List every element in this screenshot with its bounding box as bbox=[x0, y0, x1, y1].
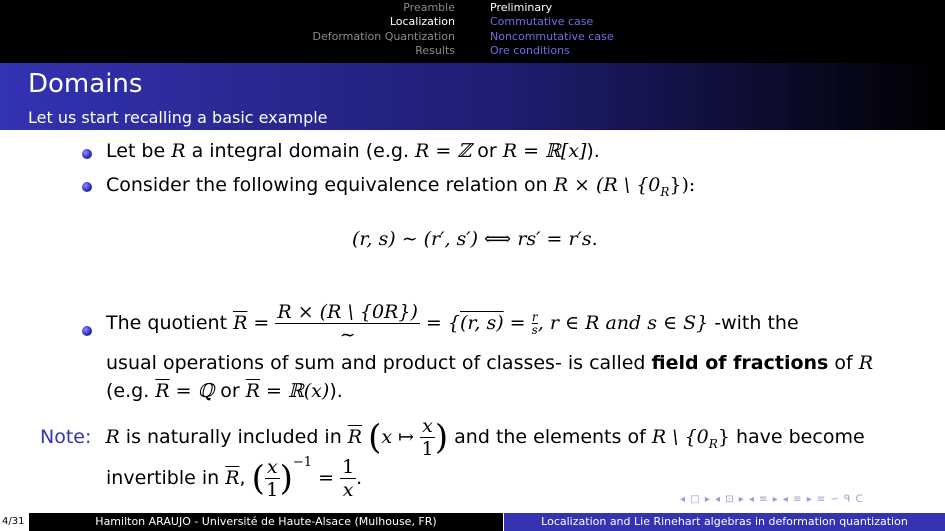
bullet-3-math: = bbox=[247, 312, 276, 334]
bullet-3-math: = bbox=[503, 312, 532, 334]
one-over-x-fraction bbox=[340, 456, 356, 501]
note-fraction bbox=[420, 415, 435, 460]
nav-subsection-preliminary[interactable]: Preliminary bbox=[490, 1, 553, 14]
section-nav bbox=[0, 0, 471, 63]
bullet-3-text: usual operations of sum and product of classes- is called bbox=[106, 352, 652, 374]
bullet-3-math: , r ∈ R and s ∈ S} bbox=[537, 312, 709, 334]
note-text: . bbox=[356, 467, 363, 489]
frame-title: Domains bbox=[28, 69, 143, 99]
nav-section-results[interactable]: Results bbox=[415, 44, 455, 57]
note-text: have become bbox=[729, 426, 865, 448]
bullet-2-math-sub: R bbox=[660, 184, 670, 199]
bullet-1 bbox=[106, 140, 600, 162]
r-over-s-denominator: s bbox=[531, 323, 538, 337]
note-paren-open: ( bbox=[368, 417, 382, 458]
note-text: , bbox=[239, 467, 252, 489]
quotient-numerator: R × (R \ {0R}) bbox=[277, 301, 418, 323]
bullet-2-math: R × (R \ {0 bbox=[553, 174, 661, 196]
bullet-2-text: Consider the following equivalence relation on bbox=[106, 174, 554, 196]
note-math-map: x ↦ bbox=[381, 426, 421, 448]
note-math-set: } bbox=[717, 426, 730, 448]
beamer-navigation-symbols[interactable]: ◂ □ ▸ ◂ ⊡ ▸ ◂ ≡ ▸ ◂ ≡ ▸ ≡ ∽ ᑫ ᑕ bbox=[680, 494, 864, 505]
bullet-3-line-2 bbox=[106, 352, 873, 374]
note-text: and the elements of bbox=[454, 426, 652, 448]
bullet-1-text: Let be bbox=[106, 140, 172, 162]
note-line-2 bbox=[106, 455, 362, 501]
bullet-1-text: ). bbox=[586, 140, 600, 162]
bullet-3-math-class: (r, s) bbox=[459, 312, 504, 334]
note-math: = bbox=[312, 467, 341, 489]
nav-section-deformation-quantization[interactable]: Deformation Quantization bbox=[312, 30, 455, 43]
bullet-2-math: }): bbox=[669, 174, 696, 196]
inverse-paren-open: ( bbox=[251, 458, 265, 499]
bullet-2 bbox=[106, 174, 695, 199]
bullet-3-text: of bbox=[828, 352, 859, 374]
note-paren-close: ) bbox=[434, 417, 449, 458]
one-over-x-den: x bbox=[342, 479, 354, 501]
note-math-rbar: $\overline{R}$ bbox=[347, 426, 363, 448]
bullet-3-text: The quotient bbox=[106, 312, 234, 334]
nav-section-localization[interactable]: Localization bbox=[389, 15, 455, 28]
inverse-fraction bbox=[265, 456, 280, 501]
bullet-3-math-rbar: $\overline{R}$ bbox=[245, 380, 260, 402]
quotient-denominator: ∼ bbox=[339, 324, 356, 346]
inverse-paren-close: ) bbox=[279, 458, 293, 499]
quotient-fraction bbox=[275, 301, 420, 346]
bullet-3-marker bbox=[82, 326, 92, 336]
bullet-3-text: ). bbox=[329, 380, 343, 402]
r-over-s-numerator: r bbox=[531, 310, 538, 324]
bullet-1-marker bbox=[82, 149, 92, 159]
note-math-r: R bbox=[105, 426, 120, 448]
nav-subsection-commutative[interactable]: Commutative case bbox=[490, 15, 594, 28]
bullet-3-math-rbar: $\overline{R}$ bbox=[233, 312, 248, 334]
nav-subsection-noncommutative[interactable]: Noncommutative case bbox=[490, 30, 614, 43]
bullet-3-line-1 bbox=[106, 301, 799, 346]
footer-author: Hamilton ARAUJO - Université de Haute-Alsace (Mulhouse, FR) bbox=[29, 513, 503, 531]
field-of-fractions-term: field of fractions bbox=[651, 352, 829, 374]
bullet-3-math: = ℝ(x) bbox=[259, 380, 330, 402]
display-equation: (r, s) ∼ (r′, s′) ⟺ rs′ = r′s. bbox=[352, 228, 598, 250]
bullet-1-math: R = ℝ[x] bbox=[502, 140, 587, 162]
bullet-1-math: R = ℤ bbox=[415, 140, 472, 162]
bullet-3-text: or bbox=[214, 380, 246, 402]
header-navigation bbox=[0, 0, 945, 63]
subsection-nav bbox=[472, 0, 945, 63]
note-line-1 bbox=[40, 415, 865, 460]
inverse-fraction-num: x bbox=[266, 456, 278, 478]
bullet-3-math-r: R bbox=[858, 352, 874, 374]
inverse-exponent: −1 bbox=[292, 455, 313, 470]
note-text: is naturally included in bbox=[119, 426, 348, 448]
note-math-rbar: $\overline{R}$ bbox=[225, 467, 240, 489]
note-text: invertible in bbox=[106, 467, 226, 489]
note-label: Note: bbox=[40, 426, 92, 448]
footer bbox=[0, 513, 945, 531]
nav-subsection-ore[interactable]: Ore conditions bbox=[490, 44, 570, 57]
bullet-3-math-rbar: $\overline{R}$ bbox=[155, 380, 170, 402]
bullet-3-math: = ℚ bbox=[169, 380, 215, 402]
page-number: 4/31 bbox=[0, 513, 28, 531]
frame-subtitle: Let us start recalling a basic example bbox=[28, 108, 328, 127]
bullet-2-marker bbox=[82, 182, 92, 192]
bullet-1-math-r: R bbox=[171, 140, 186, 162]
bullet-1-text: or bbox=[471, 140, 503, 162]
frame-title-bar bbox=[0, 63, 945, 130]
nav-section-preamble[interactable]: Preamble bbox=[403, 1, 455, 14]
note-math-sub: R bbox=[708, 436, 718, 451]
bullet-3-text: -with the bbox=[708, 312, 799, 334]
note-math-set: R \ {0 bbox=[651, 426, 709, 448]
note-fraction-num: x bbox=[422, 415, 433, 437]
bullet-1-text: a integral domain (e.g. bbox=[185, 140, 416, 162]
footer-title: Localization and Lie Rinehart algebras in deformation quantization bbox=[504, 513, 945, 531]
note-fraction-den: 1 bbox=[421, 438, 434, 460]
inverse-fraction-den: 1 bbox=[266, 479, 279, 501]
bullet-3-line-3 bbox=[106, 380, 343, 402]
bullet-3-text: (e.g. bbox=[106, 380, 156, 402]
bullet-3-math: = { bbox=[419, 312, 460, 334]
one-over-x-num: 1 bbox=[342, 456, 355, 478]
